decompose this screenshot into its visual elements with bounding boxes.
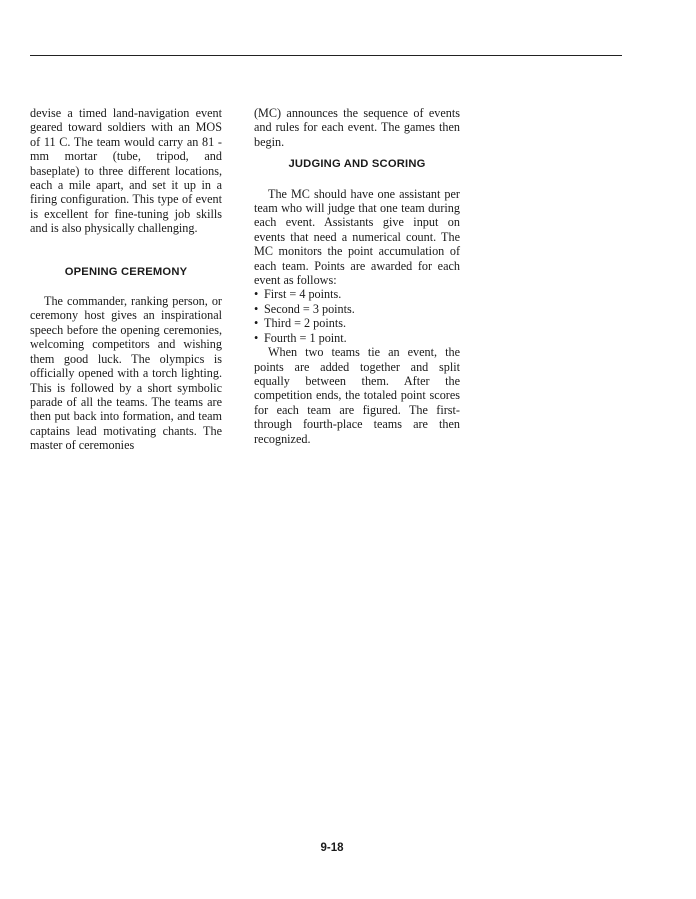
- list-item-text: Second = 3 points.: [264, 301, 355, 316]
- opening-ceremony-paragraph: The commander, ranking person, or ceremony host gives an inspirational speech before the opening ceremonies, welcoming competitors and wishing them good luck. The olympics is officially opened with a torch lighting. This is followed by a short symbolic parade of all the teams. The teams are then put back into formation, and team captains lead motivating chants. The master of ceremonies: [30, 294, 222, 453]
- bullet-icon: •: [254, 316, 259, 331]
- list-item: [254, 316, 460, 330]
- bullet-icon: •: [254, 287, 259, 302]
- list-item-text: Third = 2 points.: [264, 316, 347, 331]
- bullet-icon: •: [254, 301, 259, 316]
- list-item: [254, 287, 460, 301]
- right-column: [254, 106, 460, 446]
- list-item: [254, 331, 460, 345]
- intro-paragraph: devise a timed land-navigation event geared toward soldiers with an MOS of 11 C. The team would carry an 81 -mm mortar (tube, tripod, and baseplate) to three different locations, each a mile apart, and set it up in a firing configuration. This type of event is excellent for fine-tuning job skills and is also physically challenging.: [30, 106, 222, 236]
- tie-paragraph: When two teams tie an event, the points are added together and split equally between them. After the competition ends, the totaled point scores for each team are figured. The first- through fourth-place teams are then recognized.: [254, 345, 460, 446]
- continuation-paragraph: (MC) announces the sequence of events and rules for each event. The games then begin.: [254, 106, 460, 149]
- judging-scoring-heading: JUDGING AND SCORING: [288, 158, 426, 171]
- bullet-icon: •: [254, 330, 259, 345]
- page-number: 9-18: [320, 842, 344, 854]
- list-item-text: First = 4 points.: [264, 287, 342, 302]
- list-item-text: Fourth = 1 point.: [264, 330, 347, 345]
- judging-paragraph: The MC should have one assistant per team who will judge that one team during each event. Assistants give input on events that need a numerical count. The MC monitors the point accumulation of each team. Points are awarded for each event as follows:: [254, 186, 460, 288]
- left-column: [30, 106, 222, 453]
- points-list: [254, 287, 460, 345]
- header-rule: [30, 55, 622, 56]
- list-item: [254, 302, 460, 316]
- opening-ceremony-heading: OPENING CEREMONY: [64, 265, 188, 278]
